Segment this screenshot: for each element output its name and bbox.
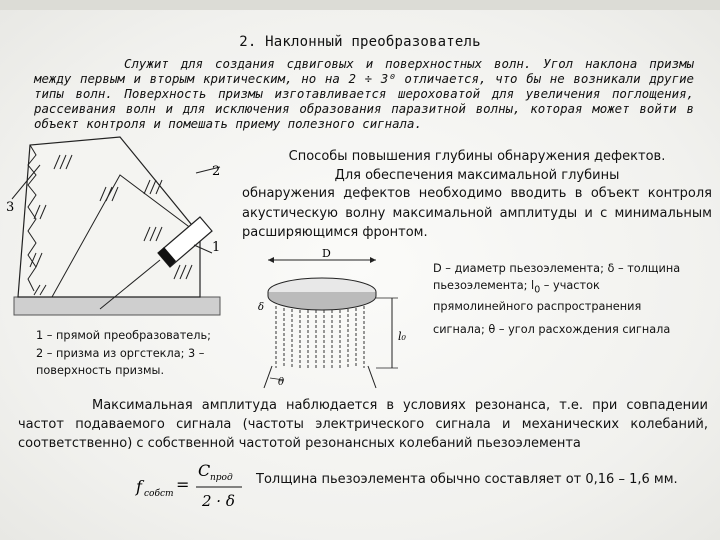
figure1-legend: [36, 327, 256, 380]
resonance-paragraph: [18, 396, 708, 453]
intro-text: Служит для создания сдвиговых и поверхностных волн. Угол наклона призмы между первым и вторым критическим, но на 2 ÷ 3⁰ отличается, что бы не возникали другие типы волн. Поверхность призмы изготавливается шероховатой для увеличения поглощения, рассеивания волн и для исключения образования паразитной волны, которая может войти в объект контроля и помешать приему полезного сигнала.: [34, 56, 694, 131]
prism: [18, 137, 200, 297]
resonance-formula: [134, 456, 254, 518]
methods-heading-line2: Для обеспечения максимальной глубины: [334, 168, 620, 183]
formula-lhs: f: [136, 477, 142, 496]
piezo-beam-figure: [258, 248, 428, 393]
formula-equals: =: [176, 475, 190, 494]
legend-item-3: поверхность призмы.: [36, 364, 165, 377]
params-line1: D – диаметр пьезоэлемента; δ – толщина: [433, 262, 681, 275]
params-line2: пьезоэлемента; l: [433, 279, 535, 292]
params-line4: сигнала; θ – угол расхождения сигнала: [433, 323, 671, 337]
thickness-note: Толщина пьезоэлемента обычно составляет от 0,16 – 1,6 мм.: [256, 472, 678, 487]
legend-item-1: 1 – прямой преобразователь;: [36, 329, 211, 342]
inclined-transducer-figure: [0, 135, 240, 325]
label-l0: l₀: [398, 330, 406, 343]
label-2: 2: [212, 164, 221, 179]
formula-numerator: C: [198, 461, 211, 480]
intro-paragraph: [34, 56, 694, 131]
slide-top-band: [0, 0, 720, 10]
params-subscript: 0: [534, 284, 541, 296]
legend-item-2: 2 – призма из оргстекла; 3 –: [36, 346, 205, 360]
parameters-caption: [433, 260, 695, 338]
formula-lhs-sub: собст: [144, 489, 174, 499]
slide-title: 2. Наклонный преобразователь: [239, 34, 481, 50]
label-delta: δ: [258, 302, 265, 313]
label-D: D: [322, 248, 331, 260]
methods-heading: [242, 147, 712, 185]
label-3: 3: [6, 200, 15, 215]
formula-denominator: 2 · δ: [202, 492, 235, 510]
label-theta: θ: [278, 377, 285, 388]
test-object: [14, 297, 220, 315]
methods-heading-line1: Способы повышения глубины обнаружения дефектов.: [288, 149, 666, 164]
methods-paragraph: обнаружения дефектов необходимо вводить в объект контроля акустическую волну максимальной амплитуды и с минимальным расширяющимся фронтом.: [242, 186, 712, 240]
params-line3: – участок прямолинейного распространения: [433, 279, 642, 314]
label-1: 1: [212, 240, 221, 255]
formula-numerator-sub: прод: [210, 473, 233, 483]
resonance-text: Максимальная амплитуда наблюдается в условиях резонанса, т.е. при совпадении частот подаваемого сигнала (частоты электрического сигнала и механических колебаний, соответственно) с собственной частотой резонансных колебаний пьезоэлемента: [18, 398, 708, 451]
